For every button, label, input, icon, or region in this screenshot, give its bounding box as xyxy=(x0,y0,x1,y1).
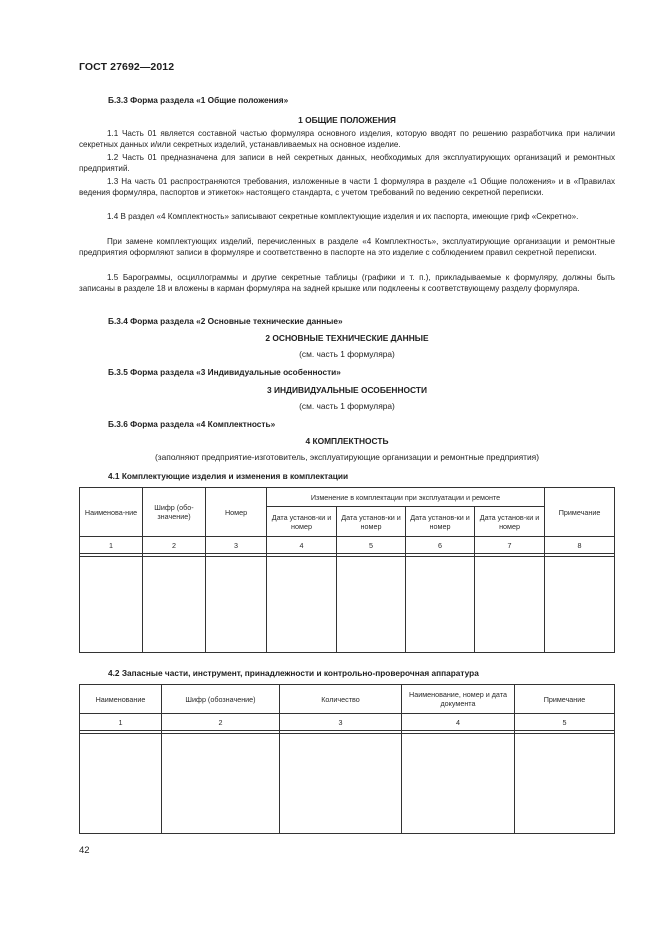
col-number-header: Номер xyxy=(206,488,267,537)
subsection-b34-title: Б.3.4 Форма раздела «2 Основные технические данные» xyxy=(108,316,343,326)
col-index: 2 xyxy=(162,714,280,731)
col-index: 5 xyxy=(515,714,615,731)
col-index: 3 xyxy=(206,537,267,554)
empty-entry-cell xyxy=(80,734,162,834)
subsection-b35-title: Б.3.5 Форма раздела «3 Индивидуальные особенности» xyxy=(108,367,341,377)
col-install-date-3: Дата установ-ки и номер xyxy=(406,507,475,537)
empty-entry-cell xyxy=(80,557,143,653)
col-index: 1 xyxy=(80,714,162,731)
paragraph-1-3: 1.3 На часть 01 распространяются требования, изложенные в части 1 формуляра в разделе «1 Общие положения» и в «Правилах ведения формуляра, паспортов и этикеток» настоящего стандарта, с учетом требований по ведению секретной переписки. xyxy=(79,177,615,197)
section-2-heading: 2 ОСНОВНЫЕ ТЕХНИЧЕСКИЕ ДАННЫЕ xyxy=(265,333,429,343)
col-index: 7 xyxy=(475,537,545,554)
col-install-date-1: Дата установ-ки и номер xyxy=(267,507,337,537)
section-1-heading: 1 ОБЩИЕ ПОЛОЖЕНИЯ xyxy=(298,115,396,125)
empty-entry-cell xyxy=(206,557,267,653)
subsection-b33-title: Б.3.3 Форма раздела «1 Общие положения» xyxy=(108,95,289,105)
empty-entry-cell xyxy=(267,557,337,653)
spare-parts-table xyxy=(79,684,615,834)
empty-entry-cell xyxy=(406,557,475,653)
col-index: 6 xyxy=(406,537,475,554)
paragraph-1-1: 1.1 Часть 01 является составной частью формуляра основного изделия, которую вводят по решению разработчика при наличии секретных данных и/или секретных изделий, устанавливаемых на основное изделие. xyxy=(79,129,615,149)
col-index: 2 xyxy=(143,537,206,554)
table-4-1-title: 4.1 Комплектующие изделия и изменения в комплектации xyxy=(108,471,349,481)
empty-entry-cell xyxy=(162,734,280,834)
empty-entry-cell xyxy=(475,557,545,653)
paragraph-1-4: 1.4 В раздел «4 Комплектность» записывают секретные комплектующие изделия и их паспорта, имеющие гриф «Секретно». xyxy=(107,212,579,221)
col-code-header: Шифр (обо-значение) xyxy=(143,488,206,537)
col-code-header: Шифр (обозначение) xyxy=(162,685,280,714)
table-4-2-title: 4.2 Запасные части, инструмент, принадлежности и контрольно-проверочная аппаратура xyxy=(108,668,479,678)
empty-entry-cell xyxy=(280,734,402,834)
col-note-header: Примечание xyxy=(515,685,615,714)
col-index: 3 xyxy=(280,714,402,731)
col-note-header: Примечание xyxy=(545,488,615,537)
paragraph-1-2: 1.2 Часть 01 предназначена для записи в ней секретных данных, необходимых для эксплуатирующих организаций и ремонтных предприятий. xyxy=(79,153,615,173)
col-index: 4 xyxy=(267,537,337,554)
subsection-b36-title: Б.3.6 Форма раздела «4 Комплектность» xyxy=(108,419,276,429)
empty-entry-cell xyxy=(337,557,406,653)
col-index: 5 xyxy=(337,537,406,554)
empty-entry-cell xyxy=(402,734,515,834)
empty-entry-cell xyxy=(545,557,615,653)
paragraph-1-5: 1.5 Барограммы, осциллограммы и другие секретные таблицы (графики и т. п.), прикладываемые к формуляру, должны быть записаны в разделе 18 и вложены в карман формуляра на задней крышке или подклеены к соответствующему разделу формуляра. xyxy=(79,273,615,293)
col-quantity-header: Количество xyxy=(280,685,402,714)
col-document-header: Наименование, номер и дата документа xyxy=(402,685,515,714)
col-index: 8 xyxy=(545,537,615,554)
section-3-note: (см. часть 1 формуляра) xyxy=(299,401,395,411)
changes-group-header: Изменение в комплектации при эксплуатации и ремонте xyxy=(267,488,545,507)
col-install-date-2: Дата установ-ки и номер xyxy=(337,507,406,537)
section-3-heading: 3 ИНДИВИДУАЛЬНЫЕ ОСОБЕННОСТИ xyxy=(266,385,428,395)
section-2-note: (см. часть 1 формуляра) xyxy=(299,349,395,359)
col-index: 4 xyxy=(402,714,515,731)
page-number: 42 xyxy=(79,845,90,856)
section-4-note: (заполняют предприятие-изготовитель, эксплуатирующие организации и ремонтные предприятия) xyxy=(155,452,539,462)
components-table xyxy=(79,487,615,653)
col-index: 1 xyxy=(80,537,143,554)
empty-entry-cell xyxy=(143,557,206,653)
col-install-date-4: Дата установ-ки и номер xyxy=(475,507,545,537)
section-4-heading: 4 КОМПЛЕКТНОСТЬ xyxy=(305,436,389,446)
document-code: ГОСТ 27692—2012 xyxy=(79,61,175,73)
col-name-header: Наименова-ние xyxy=(80,488,143,537)
col-name-header: Наименование xyxy=(80,685,162,714)
paragraph-replacement: При замене комплектующих изделий, перечисленных в разделе «4 Комплектность», эксплуатирующие организации и ремонтные предприятия оформляют записи в формуляре и соответственно в паспорте на это изделие с соблюдением правил секретной переписки. xyxy=(79,237,615,257)
empty-entry-cell xyxy=(515,734,615,834)
